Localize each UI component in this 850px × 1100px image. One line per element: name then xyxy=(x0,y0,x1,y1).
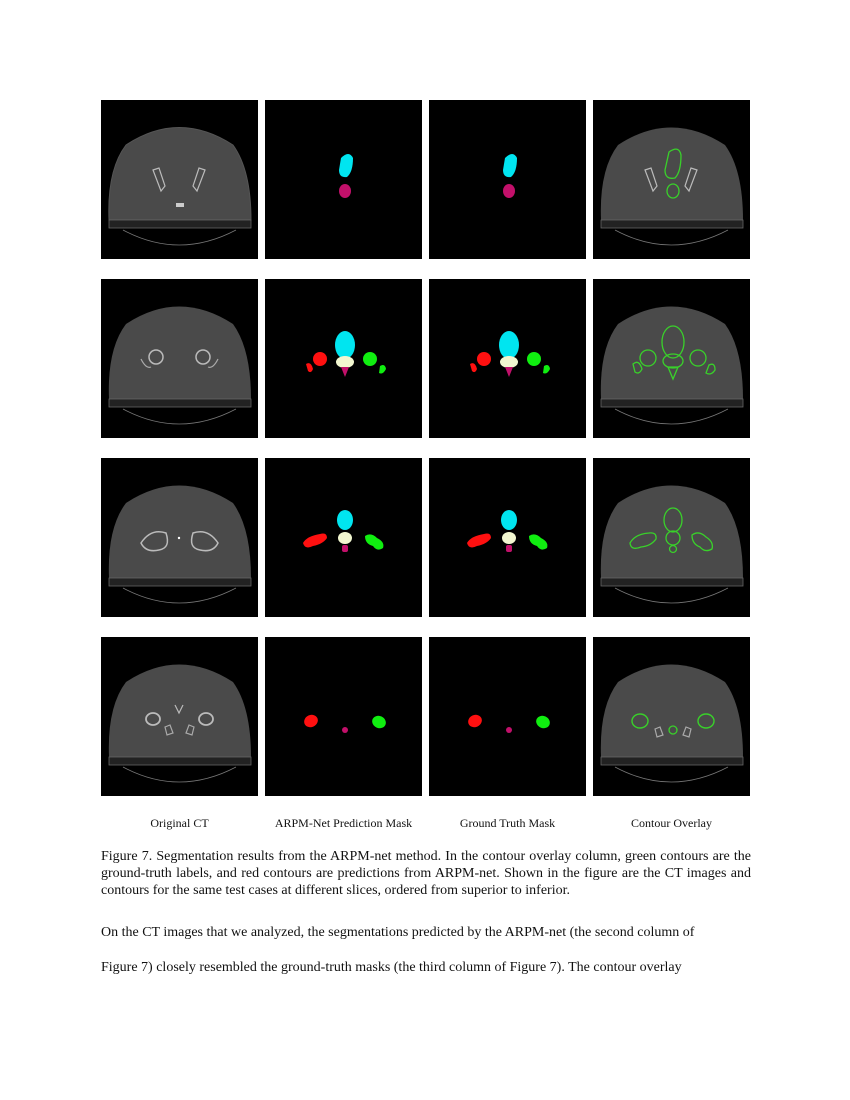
ct-image-row-4 xyxy=(101,637,258,796)
prediction-mask-row-2 xyxy=(265,279,422,438)
column-label-original-ct: Original CT xyxy=(150,816,209,830)
contour-overlay-row-1 xyxy=(593,100,750,259)
contour-overlay-row-4 xyxy=(593,637,750,796)
contour-overlay-row-3 xyxy=(593,458,750,617)
figure-caption: Figure 7. Segmentation results from the ARPM-net method. In the contour overlay column, green contours are the ground-truth labels, and red contours are predictions from ARPM-net. Shown in the figure are the CT images and contours for the same test cases at different slices, ordered from superior to inferior. xyxy=(101,849,751,898)
figure-row-4 xyxy=(101,637,751,796)
body-paragraph-line-2: Figure 7) closely resembled the ground-truth masks (the third column of Figure 7). The contour overlay xyxy=(101,960,682,975)
figure-row-3 xyxy=(101,458,751,617)
body-paragraph-line-1: On the CT images that we analyzed, the segmentations predicted by the ARPM-net (the second column of xyxy=(101,925,695,940)
prediction-mask-row-1 xyxy=(265,100,422,259)
ct-image-row-3 xyxy=(101,458,258,617)
contour-overlay-row-2 xyxy=(593,279,750,438)
figure-row-2 xyxy=(101,279,751,438)
ground-truth-mask-row-1 xyxy=(429,100,586,259)
figure-grid xyxy=(101,100,751,816)
ground-truth-mask-row-3 xyxy=(429,458,586,617)
prediction-mask-row-3 xyxy=(265,458,422,617)
ground-truth-mask-row-2 xyxy=(429,279,586,438)
ct-image-row-2 xyxy=(101,279,258,438)
prediction-mask-row-4 xyxy=(265,637,422,796)
ground-truth-mask-row-4 xyxy=(429,637,586,796)
ct-image-row-1 xyxy=(101,100,258,259)
column-label-contour-overlay: Contour Overlay xyxy=(631,816,712,830)
column-label-ground-truth-mask: Ground Truth Mask xyxy=(459,816,556,830)
figure-row-1 xyxy=(101,100,751,259)
column-labels xyxy=(101,816,751,831)
column-label-prediction-mask: ARPM-Net Prediction Mask xyxy=(274,816,413,830)
